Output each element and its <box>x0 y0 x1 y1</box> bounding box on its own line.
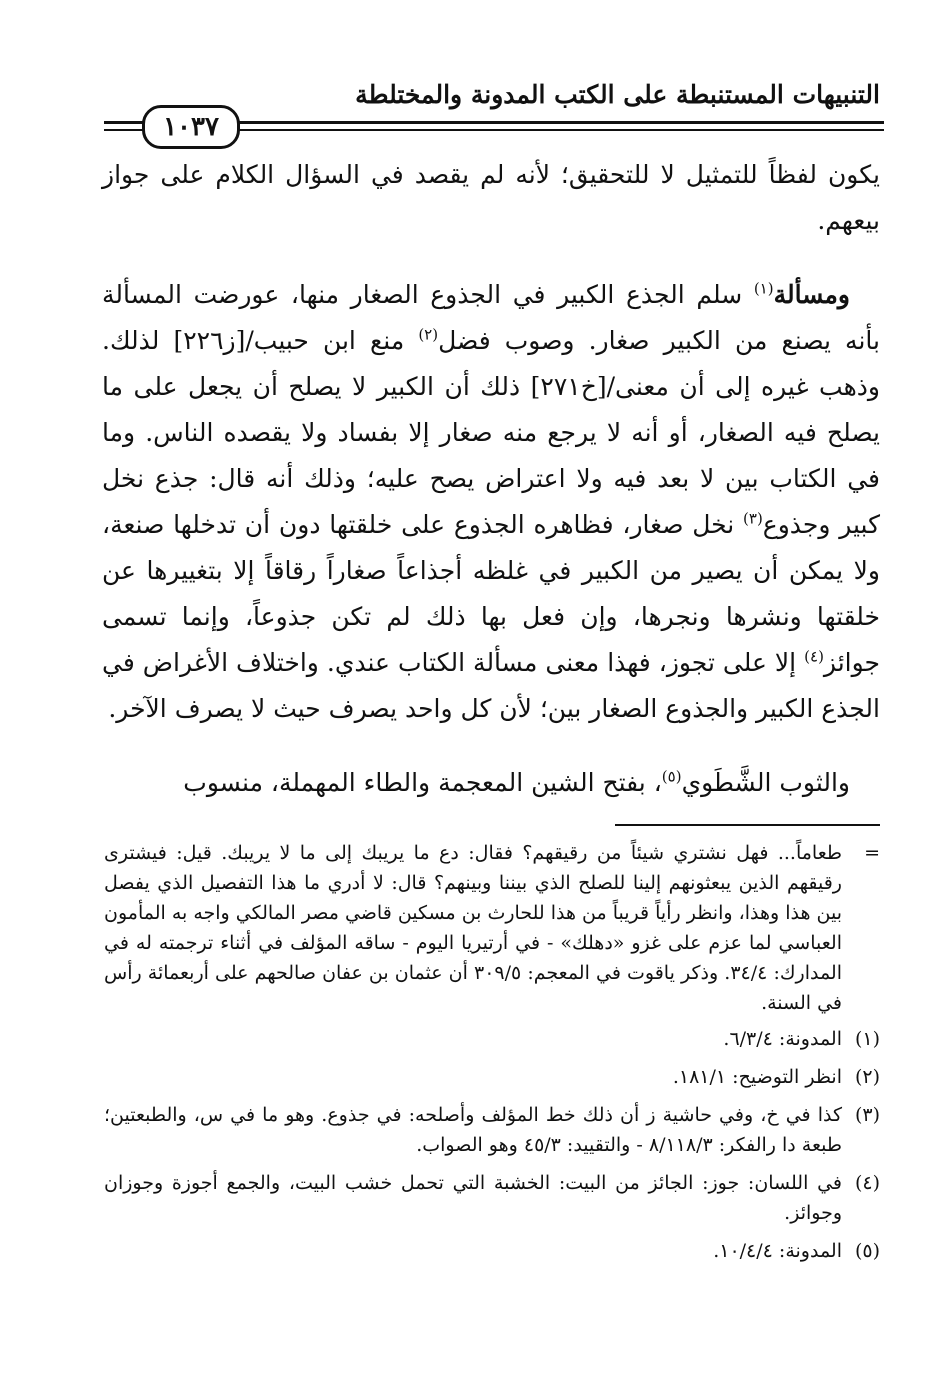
paragraph-2-part-d: إلا على تجوز، فهذا معنى مسألة الكتاب عندي. واختلاف الأغراض في الجذع الكبير والجذوع الصغار بين؛ لأن كل واحد يصرف حيث لا يصرف الآخر. <box>102 648 880 723</box>
paragraph-3-part-a: والثوب الشَّطَوي <box>681 768 850 797</box>
footnote-mark-2: (٢) <box>418 325 439 344</box>
paragraph-lead-word: ومسألة <box>773 280 850 309</box>
footnote-text: كذا في خ، وفي حاشية ز أن ذلك خط المؤلف وأصلحه: في جذوع. وهو ما في س، والطبعتين؛ طبعة دا رالفكر: ٨/١١٨/٣ - والتقييد: ٤٥/٣ وهو الصواب. <box>104 1104 842 1156</box>
footnote-continuation-text: طعاماً... فهل نشتري شيئاً من رقيقهم؟ فقال: دع ما يريبك إلى ما لا يريبك. قيل: فيشترى رقيقهم الذين يبعثونهم إلينا للصلح الذي بيننا وبينهم؟ قال: لا أدري ما هذا التفصيل الذي يفصل بين هذا وهذا، وانظر رأياً قريباً من هذا للحارث بن مسكين قاضي مصر المالكي واجه به المأمون العباسي لما عزم على غزو «دهلك» - في أرتيريا اليوم - ساقه المؤلف في أثناء ترجمته له في المدارك: ٣٤/٤. وذكر ياقوت في المعجم: ٣٠٩/٥ أن عثمان بن عفان صالحهم على أربعمائة رأس في السنة. <box>104 842 842 1014</box>
footnote-number: (٥) <box>854 1240 880 1262</box>
footnote-3 <box>104 1100 880 1160</box>
footnote-mark-4: (٤) <box>804 647 824 666</box>
continuation-marker: = <box>864 842 880 864</box>
footnotes <box>104 838 880 1274</box>
footnote-2 <box>104 1062 880 1092</box>
footnote-text: المدونة: ١٠/٤/٤. <box>713 1240 842 1262</box>
footnote-separator <box>615 824 880 826</box>
page-number: ١٠٣٧ <box>142 105 240 149</box>
main-text <box>102 152 880 806</box>
paragraph-2-part-a: سلم الجذع الكبير في الجذوع الصغار منها، عورضت المسألة بأنه يصنع من الكبير صغار. وصوب فضل <box>102 280 880 355</box>
paragraph-3-part-b: ، بفتح الشين المعجمة والطاء المهملة، منسوب <box>183 768 662 797</box>
footnote-text: المدونة: ٦/٣/٤. <box>723 1028 842 1050</box>
footnote-mark-1: (١) <box>753 279 774 298</box>
footnote-continuation <box>104 838 880 1018</box>
footnote-mark-3: (٣) <box>743 509 763 528</box>
footnote-number: (٤) <box>854 1172 880 1194</box>
footnote-text: انظر التوضيح: ١٨١/١. <box>672 1066 842 1088</box>
footnote-number: (٢) <box>854 1066 880 1088</box>
footnote-1 <box>104 1024 880 1054</box>
footnote-number: (٣) <box>854 1104 880 1126</box>
paragraph-3 <box>102 760 880 806</box>
paragraph-2-part-b: منع ابن حبيب/[ز٢٢٦] لذلك. وذهب غيره إلى أن معنى/[خ٢٧١] ذلك أن الكبير لا يصلح أن يجعل على ما يصلح فيه الصغار، أو أنه لا يرجع منه صغار إلا بفساد ولا يقصده الناس. وما في الكتاب بين لا بعد فيه ولا اعتراض يصح عليه؛ وذلك أنه قال: جذع نخل كبير وجذوع <box>102 326 880 539</box>
paragraph-2 <box>102 272 880 732</box>
footnote-4 <box>104 1168 880 1228</box>
paragraph-2-part-c: نخل صغار، فظاهره الجذوع على خلقتها دون أن تدخلها صنعة، ولا يمكن أن يصير من الكبير في غلظه أجذاعاً صغاراً رقاقاً إلا بتغييرها عن خلقتها ونشرها ونجرها، وإن فعل بها ذلك لم تكن جذوعاً، وإنما تسمى جوائز <box>102 510 880 677</box>
running-title: التنبيهات المستنبطة على الكتب المدونة والمختلطة <box>355 80 880 109</box>
footnote-5 <box>104 1236 880 1266</box>
paragraph-1: يكون لفظاً للتمثيل لا للتحقيق؛ لأنه لم يقصد في السؤال الكلام على جواز بيعهم. <box>102 160 880 235</box>
footnote-text: في اللسان: جوز: الجائز من البيت: الخشبة التي تحمل خشب البيت، والجمع أجوزة وجوزان وجوائز. <box>104 1172 842 1224</box>
footnote-mark-5: (٥) <box>661 767 682 786</box>
footnote-number: (١) <box>854 1028 880 1050</box>
